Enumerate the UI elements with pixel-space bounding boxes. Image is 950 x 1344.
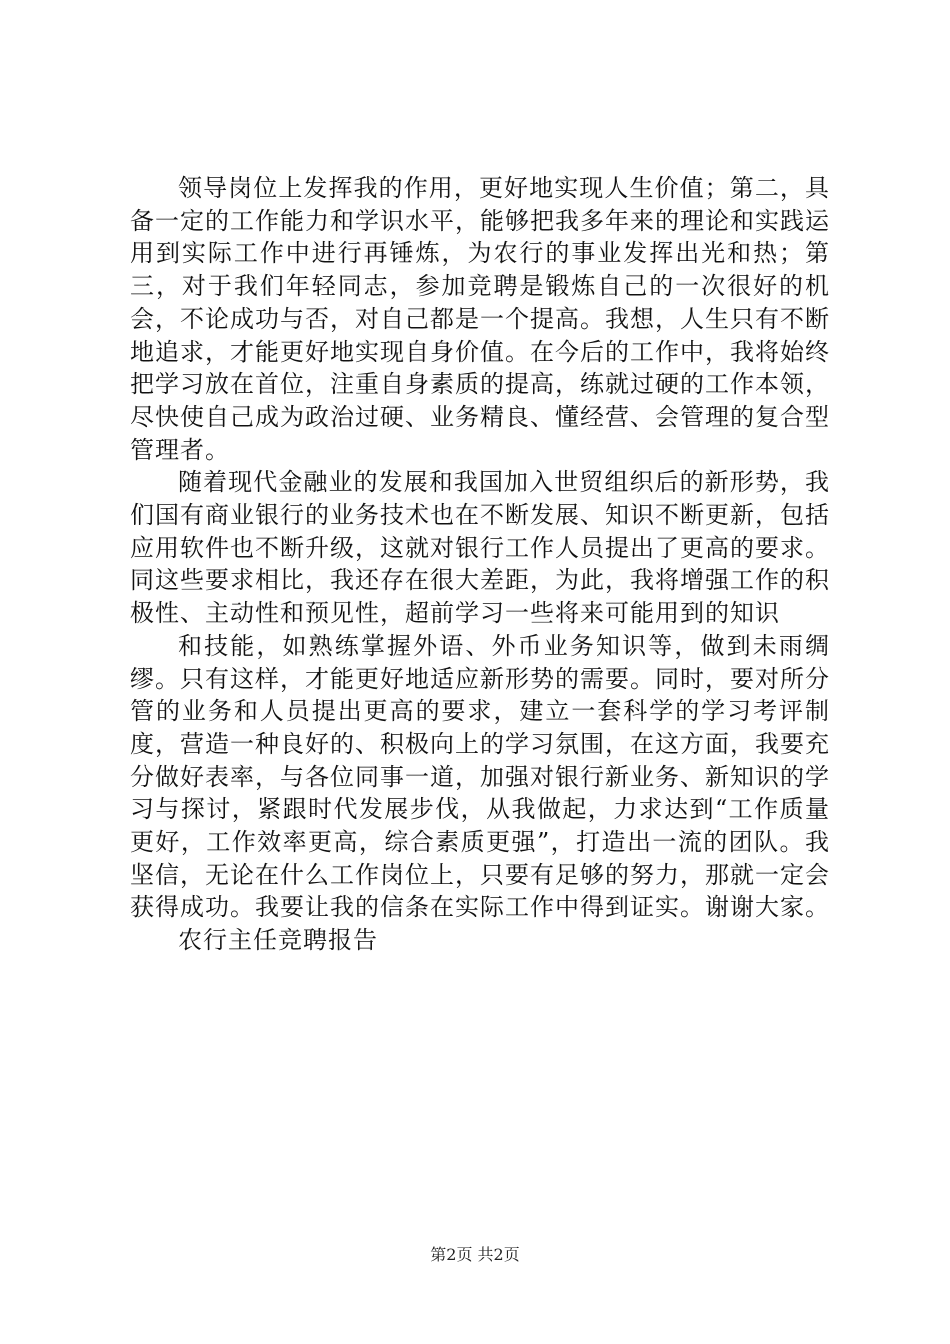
paragraph-1: 领导岗位上发挥我的作用，更好地实现人生价值；第二，具备一定的工作能力和学识水平，能够把我多年来的理论和实践运用到实际工作中进行再锤炼，为农行的事业发挥出光和热；第三，对于我们年轻同志，参加竞聘是锻炼自己的一次很好的机会，不论成功与否，对自己都是一个提高。我想，人生只有不断地追求，才能更好地实现自身价值。在今后的工作中，我将始终把学习放在首位，注重自身素质的提高，练就过硬的工作本领，尽快使自己成为政治过硬、业务精良、懂经营、会管理的复合型管理者。 [130, 174, 830, 464]
document-body [130, 172, 830, 957]
page-footer [0, 1245, 950, 1265]
page-number: 第2页 共2页 [430, 1245, 520, 1264]
paragraph-3: 和技能，如熟练掌握外语、外币业务知识等，做到未雨绸缪。只有这样，才能更好地适应新形势的需要。同时，要对所分管的业务和人员提出更高的要求，建立一套科学的学习考评制度，营造一种良好的、积极向上的学习氛围，在这方面，我要充分做好表率，与各位同事一道，加强对银行新业务、新知识的学习与探讨，紧跟时代发展步伐，从我做起，力求达到“工作质量更好，工作效率更高，综合素质更强”，打造出一流的团队。我坚信，无论在什么工作岗位上，只要有足够的努力，那就一定会获得成功。我要让我的信条在实际工作中得到证实。谢谢大家。 [130, 631, 830, 922]
paragraph-4: 农行主任竞聘报告 [178, 926, 378, 955]
paragraph-2: 随着现代金融业的发展和我国加入世贸组织后的新形势，我们国有商业银行的业务技术也在不断发展、知识不断更新，包括应用软件也不断升级，这就对银行工作人员提出了更高的要求。同这些要求相比，我还存在很大差距，为此，我将增强工作的积极性、主动性和预见性，超前学习一些将来可能用到的知识 [130, 468, 830, 628]
